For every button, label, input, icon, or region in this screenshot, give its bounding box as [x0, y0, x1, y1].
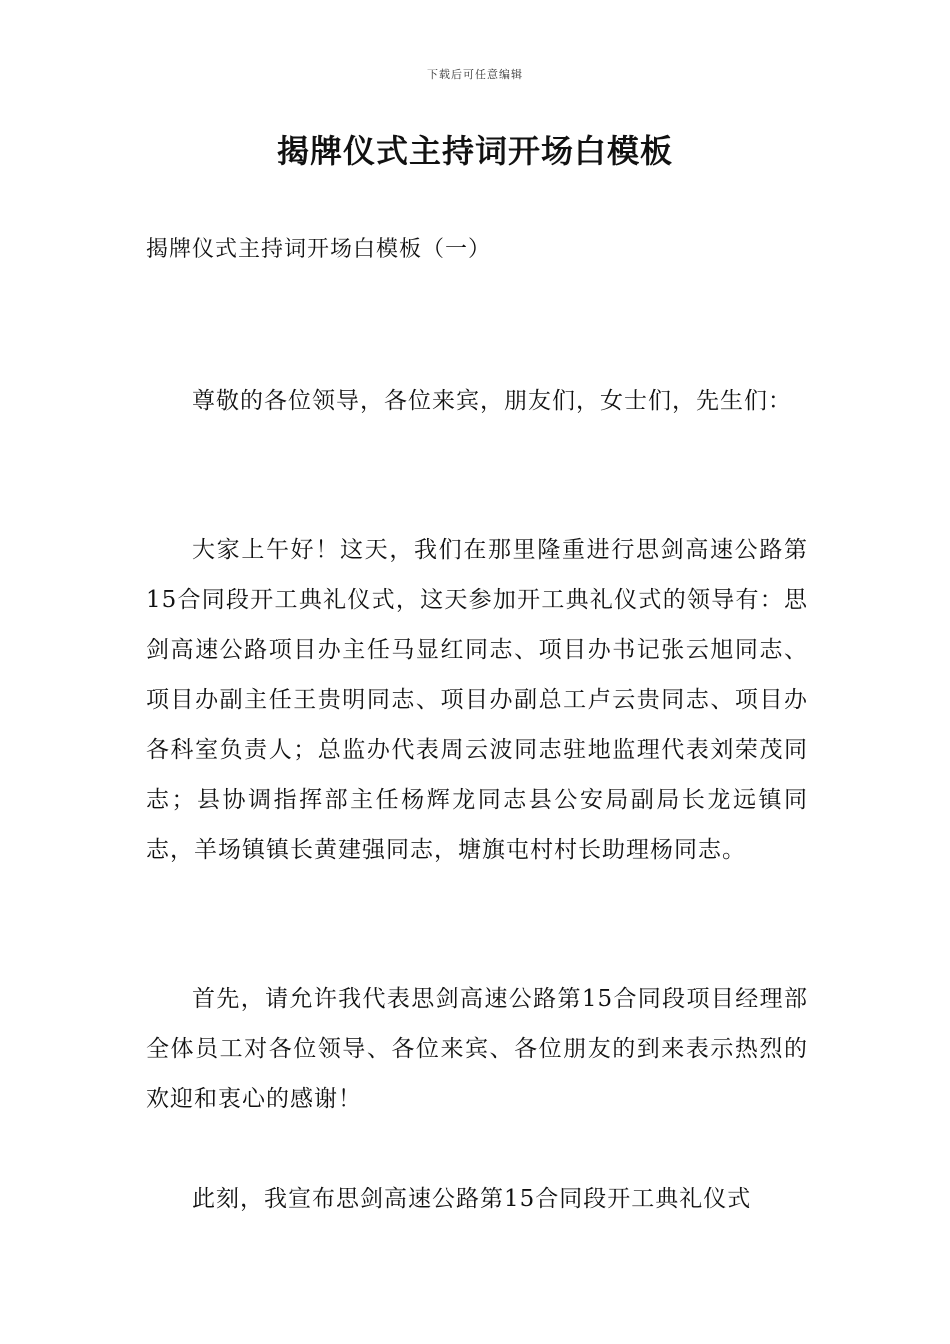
paragraph-welcome: 首先，请允许我代表思剑高速公路第15合同段项目经理部全体员工对各位领导、各位来宾、各位朋友的到来表示热烈的欢迎和衷心的感谢！ — [146, 986, 808, 1112]
header-note: 下载后可任意编辑 — [427, 68, 523, 81]
paragraph-attendees: 大家上午好！这天，我们在那里隆重进行思剑高速公路第15合同段开工典礼仪式，这天参加开工典礼仪式的领导有：思剑高速公路项目办主任马显红同志、项目办书记张云旭同志、项目办副主任王贵明同志、项目办副总工卢云贵同志、项目办各科室负责人；总监办代表周云波同志驻地监理代表刘荣茂同志；县协调指挥部主任杨辉龙同志县公安局副局长龙远镇同志，羊场镇镇长黄建强同志，塘旗屯村村长助理杨同志。 — [146, 537, 808, 863]
page-title: 揭牌仪式主持词开场白模板 — [276, 132, 673, 170]
paragraph-greeting: 尊敬的各位领导，各位来宾，朋友们，女士们，先生们： — [192, 388, 792, 414]
paragraph-announcement: 此刻，我宣布思剑高速公路第15合同段开工典礼仪式 — [192, 1186, 752, 1212]
section-subtitle: 揭牌仪式主持词开场白模板（一） — [146, 237, 492, 262]
